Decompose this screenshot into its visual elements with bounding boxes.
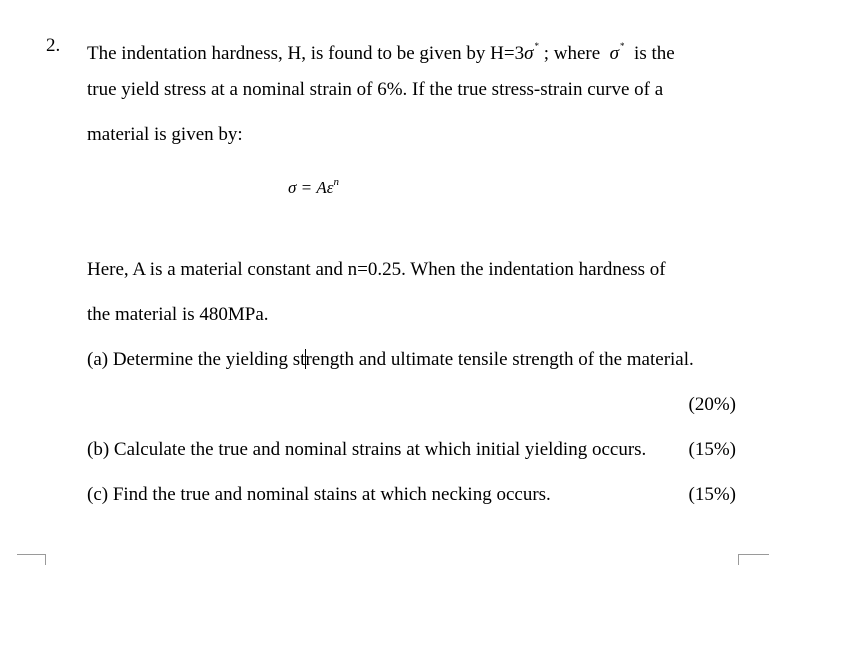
intro-line-2: true yield stress at a nominal strain of 6%. If the true stress-strain curve of a xyxy=(87,79,664,100)
part-a-text-1: (a) Determine the yielding st xyxy=(87,349,306,370)
part-a-text-2: rength and ultimate tensile strength of the material. xyxy=(305,349,694,370)
paragraph-line-2: the material is 480MPa. xyxy=(87,304,269,325)
part-a-marks: (20%) xyxy=(688,394,736,415)
part-c: (c) Find the true and nominal stains at which necking occurs. xyxy=(87,484,551,505)
equation-main: σ = Aε xyxy=(288,178,334,197)
page-corner-left-mark xyxy=(17,554,46,565)
part-b-marks: (15%) xyxy=(688,439,736,460)
star-superscript-2: * xyxy=(620,41,625,51)
intro-text-a: The indentation hardness, H, is found to be given by H=3 xyxy=(87,43,525,64)
intro-line-3: material is given by: xyxy=(87,124,243,145)
equation xyxy=(288,170,339,200)
star-superscript: * xyxy=(534,41,539,51)
part-c-marks: (15%) xyxy=(688,484,736,505)
question-number: 2. xyxy=(46,35,61,56)
intro-text-b: ; where xyxy=(543,43,601,64)
intro-line-1 xyxy=(87,34,675,66)
intro-text-c: is the xyxy=(634,43,675,64)
equation-exponent: n xyxy=(333,176,339,188)
part-a[interactable] xyxy=(87,348,694,372)
part-b: (b) Calculate the true and nominal strains at which initial yielding occurs. xyxy=(87,439,647,460)
paragraph-line-1: Here, A is a material constant and n=0.25. When the indentation hardness of xyxy=(87,259,666,280)
page-corner-right-mark xyxy=(738,554,769,565)
sigma-symbol: σ xyxy=(524,43,534,64)
sigma-symbol-2: σ xyxy=(609,43,620,64)
